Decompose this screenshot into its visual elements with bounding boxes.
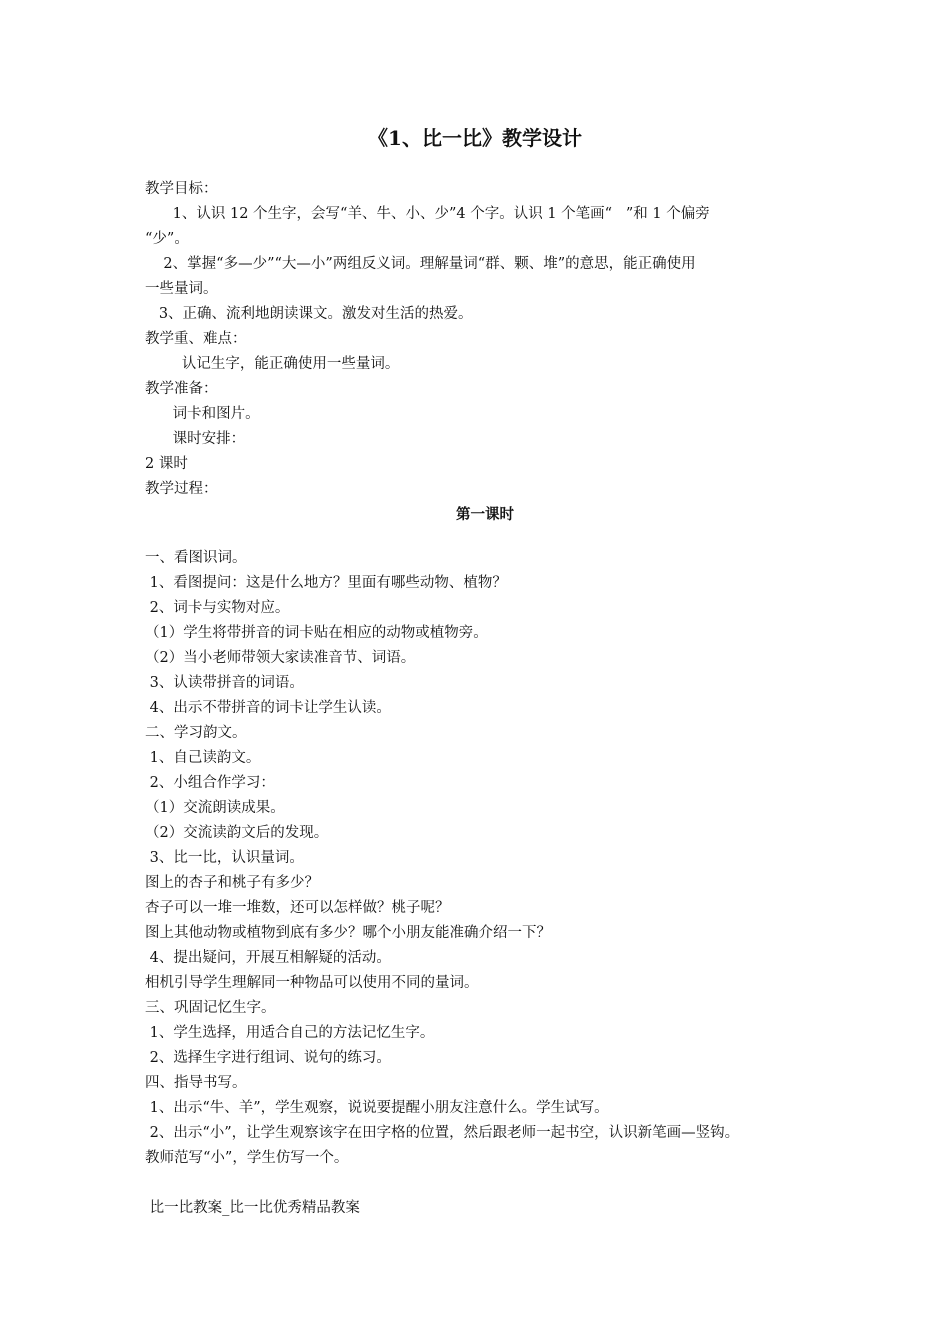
text-line: 2、词卡与实物对应。	[145, 600, 290, 616]
text-line: 2、选择生字进行组词、说句的练习。	[145, 1050, 391, 1066]
text-line: 教学目标：	[145, 181, 218, 197]
text-line: （2）交流读韵文后的发现。	[145, 825, 329, 841]
text-line: 三、巩固记忆生字。	[145, 1000, 276, 1016]
document-title: 《1、比一比》教学设计	[368, 126, 582, 150]
text-line: 图上其他动物或植物到底有多少？哪个小朋友能准确介绍一下？	[145, 925, 551, 941]
text-line: 词卡和图片。	[145, 406, 260, 422]
text-line: 一些量词。	[145, 281, 218, 297]
text-line: 3、认读带拼音的词语。	[145, 675, 304, 691]
text-line: 2、出示“小”，让学生观察该字在田字格的位置，然后跟老师一起书空，认识新笔画—竖钩。	[145, 1125, 740, 1141]
text-line: 图上的杏子和桃子有多少？	[145, 875, 319, 891]
text-line: （1）学生将带拼音的词卡贴在相应的动物或植物旁。	[145, 625, 488, 641]
text-line: 一、看图识词。	[145, 550, 247, 566]
lesson-section	[145, 546, 825, 1171]
text-line: （1）交流朗读成果。	[145, 800, 285, 816]
text-line: 2、掌握“多—少”“大—小”两组反义词。理解量词“群、颗、堆”的意思，能正确使用	[145, 256, 696, 272]
document-body	[145, 177, 825, 1171]
text-line: 4、出示不带拼音的词卡让学生认读。	[145, 700, 391, 716]
text-line: 课时安排：	[145, 431, 246, 447]
section-title: 第一课时	[456, 506, 514, 523]
text-line: 教师范写“小”，学生仿写一个。	[145, 1150, 349, 1166]
intro-section	[145, 177, 825, 502]
text-line: 教学重、难点：	[145, 331, 247, 347]
text-line: 1、自己读韵文。	[145, 750, 261, 766]
text-line: 1、看图提问：这是什么地方？里面有哪些动物、植物？	[145, 575, 507, 591]
text-line: 3、比一比，认识量词。	[145, 850, 304, 866]
text-line: 3、正确、流利地朗读课文。激发对生活的热爱。	[145, 306, 473, 322]
footer-text: 比一比教案_比一比优秀精品教案	[145, 1200, 360, 1216]
text-line: 4、提出疑问，开展互相解疑的活动。	[145, 950, 391, 966]
text-line: 1、出示“牛、羊”，学生观察，说说要提醒小朋友注意什么。学生试写。	[145, 1100, 609, 1116]
text-line: 二、学习韵文。	[145, 725, 247, 741]
text-line: 四、指导书写。	[145, 1075, 247, 1091]
text-line: （2）当小老师带领大家读准音节、词语。	[145, 650, 416, 666]
text-line: 杏子可以一堆一堆数，还可以怎样做？桃子呢？	[145, 900, 450, 916]
text-line: 认记生字，能正确使用一些量词。	[145, 356, 400, 372]
text-line: 1、认识 12 个生字，会写“羊、牛、小、少”4 个字。认识 1 个笔画“ ”和 1 个偏旁	[145, 206, 710, 222]
text-line: 教学过程：	[145, 481, 218, 497]
text-line: “少”。	[145, 231, 189, 247]
text-line: 相机引导学生理解同一种物品可以使用不同的量词。	[145, 975, 479, 991]
text-line: 教学准备：	[145, 381, 218, 397]
text-line: 2、小组合作学习：	[145, 775, 275, 791]
text-line: 1、学生选择，用适合自己的方法记忆生字。	[145, 1025, 435, 1041]
text-line: 2 课时	[145, 456, 188, 472]
